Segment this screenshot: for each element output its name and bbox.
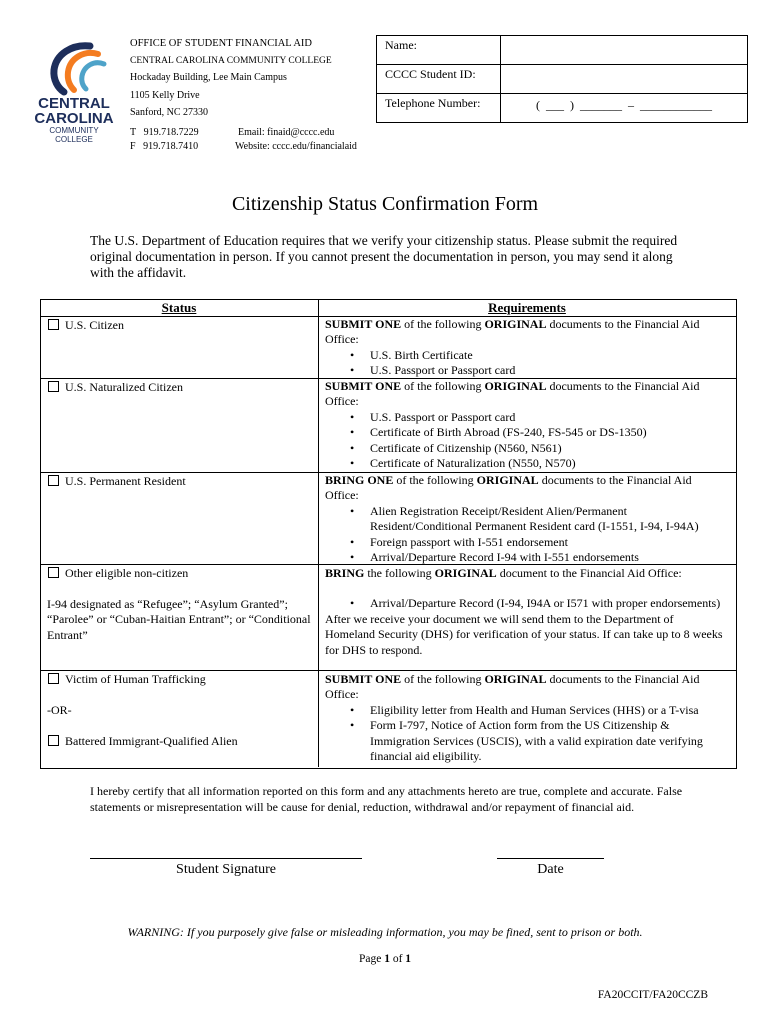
column-divider [318,299,319,767]
list-item: • U.S. Passport or Passport card [325,363,725,378]
list-item: • Certificate of Naturalization (N550, N570) [325,456,725,471]
fax-line [130,141,198,152]
requirement-emphasis: ORIGINAL [434,566,497,580]
requirement-action: SUBMIT ONE [325,672,402,686]
logo-text-central: CENTRAL [38,95,110,112]
requirement-text: documents to the Financial Aid Office: [325,672,700,702]
checkbox[interactable] [48,381,59,392]
list-item: • Alien Registration Receipt/Resident Alien/Permanent Resident/Conditional Permanent Resident card (I-1551, I-94, I-94A) [325,504,725,535]
student-id-label: CCCC Student ID: [377,65,501,94]
list-item: • U.S. Birth Certificate [325,348,725,363]
requirement-action: SUBMIT ONE [325,379,402,393]
status-option[interactable] [48,734,238,749]
page-total: 1 [405,953,412,965]
status-option[interactable] [48,566,188,581]
student-info-table [376,35,748,123]
office-name: OFFICE OF STUDENT FINANCIAL AID [130,38,313,49]
list-item: • Arrival/Departure Record (I-94, I94A or I571 with proper endorsements) [325,596,725,611]
student-id-row [377,65,748,94]
requirement-text: document to the Financial Aid Office: [496,566,682,580]
page-title: Citizenship Status Confirmation Form [231,193,539,215]
status-label: Other eligible non-citizen [65,566,189,580]
checkbox[interactable] [48,319,59,330]
logo-text-community: COMMUNITY [49,126,99,135]
telephone-label: Telephone Number: [377,94,501,123]
verification-note: After we receive your document we will send them to the Department of Homeland Security (DHS) for verification of your status. If can take up to 8 weeks for DHS to respond. [325,611,723,657]
logo-text-college: COLLEGE [55,135,93,144]
requirement-lead [325,317,725,348]
requirements-column-header: Requirements [488,300,566,315]
status-label: U.S. Naturalized Citizen [65,380,183,394]
status-label: Victim of Human Trafficking [65,672,206,686]
telephone-field[interactable]: ( ___ ) _______ – ____________ [501,94,748,123]
requirement-action: SUBMIT ONE [325,317,402,331]
office-website: Website: cccc.edu/financialaid [235,141,357,152]
page-of: of [389,953,406,965]
signature-label: Student Signature [176,862,276,877]
date-label: Date [537,862,564,877]
requirement-cell [325,473,725,565]
list-item: • Certificate of Citizenship (N560, N561) [325,441,725,456]
list-item: • Arrival/Departure Record I-94 with I-551 endorsements [325,550,725,565]
list-item: • Form I-797, Notice of Action form from the US Citizenship & Immigration Services (USCIS), with a valid expiration date verifying financial aid eligibility. [325,718,725,764]
requirement-lead [325,473,725,504]
requirement-action: BRING ONE [325,473,394,487]
list-item: • Foreign passport with I-551 endorsement [325,535,725,550]
list-item: • U.S. Passport or Passport card [325,410,725,425]
requirement-lead [325,379,725,410]
status-label: U.S. Citizen [65,318,124,332]
fax-label: F [130,141,136,152]
requirement-cell [325,672,725,764]
logo-swirl-icon [32,40,122,98]
status-column-header: Status [161,300,197,315]
student-id-field[interactable] [501,65,748,94]
page-current: 1 [384,953,390,965]
requirement-text: documents to the Financial Aid Office: [325,317,700,347]
requirement-text: of the following [401,379,485,393]
college-logo [32,40,122,150]
phone-line [130,127,199,138]
name-label: Name: [377,36,501,65]
requirement-cell [325,317,725,379]
checkbox[interactable] [48,673,59,684]
city-address: Sanford, NC 27330 [130,107,209,118]
date-line[interactable] [497,858,604,859]
form-code: FA20CCIT/FA20CCZB [597,989,708,1001]
telephone-row [377,94,748,123]
status-option[interactable] [48,318,124,333]
certification-statement: I hereby certify that all information reported on this form and any attachments hereto are true, complete and accurate. False statements or misrepresentation will be cause for denial, reduction, withdrawal and/or repayment of financial aid. [90,784,683,814]
document-list [325,703,725,765]
document-list [325,410,725,472]
status-option[interactable] [48,474,186,489]
building-address: Hockaday Building, Lee Main Campus [130,72,287,83]
page-prefix: Page [358,953,385,965]
requirement-text: of the following [393,473,477,487]
intro-paragraph: The U.S. Department of Education requires that we verify your citizenship status. Please submit the required original documentation in person. If you cannot present the documentation in person, you may send it along with the affidavit. [90,233,678,280]
warning-notice: WARNING: If you purposely give false or misleading information, you may be fined, sent to prison or both. [127,925,643,939]
list-item: • Certificate of Birth Abroad (FS-240, FS-545 or DS-1350) [325,425,725,440]
status-option[interactable] [48,380,183,395]
document-list [325,504,725,566]
status-note: I-94 designated as “Refugee”; “Asylum Granted”; “Parolee” or “Cuban-Haitian Entrant”; or “Conditional Entrant” [47,597,311,642]
requirement-emphasis: ORIGINAL [484,672,547,686]
page-number [0,953,770,965]
college-name: CENTRAL CAROLINA COMMUNITY COLLEGE [130,56,332,66]
requirement-text: of the following [401,672,485,686]
checkbox[interactable] [48,475,59,486]
requirement-cell [325,379,725,471]
office-phone: 919.718.7229 [143,127,199,138]
requirement-text: of the following [401,317,485,331]
requirement-emphasis: ORIGINAL [476,473,539,487]
name-row [377,36,748,65]
row-divider [40,670,737,671]
document-list [325,348,725,379]
office-email: Email: finaid@cccc.edu [238,127,335,138]
signature-line[interactable] [90,858,362,859]
requirement-lead [325,566,725,581]
name-field[interactable] [501,36,748,65]
requirement-action: BRING [325,566,365,580]
logo-text-carolina: CAROLINA [34,110,114,127]
document-list [325,596,725,611]
requirement-emphasis: ORIGINAL [484,379,547,393]
requirement-text: documents to the Financial Aid Office: [325,379,700,409]
requirement-lead [325,672,725,703]
street-address: 1105 Kelly Drive [130,90,200,101]
requirement-text: the following [364,566,435,580]
or-separator: -OR- [47,703,72,717]
phone-label: T [130,127,137,138]
requirement-emphasis: ORIGINAL [484,317,547,331]
checkbox[interactable] [48,567,59,578]
status-label: U.S. Permanent Resident [65,474,186,488]
requirement-text: documents to the Financial Aid Office: [325,473,692,503]
list-item: • Eligibility letter from Health and Human Services (HHS) or a T-visa [325,703,725,718]
status-label: Battered Immigrant-Qualified Alien [65,734,238,748]
status-option[interactable] [48,672,206,687]
checkbox[interactable] [48,735,59,746]
office-fax: 919.718.7410 [143,141,199,152]
requirement-cell [325,566,725,658]
